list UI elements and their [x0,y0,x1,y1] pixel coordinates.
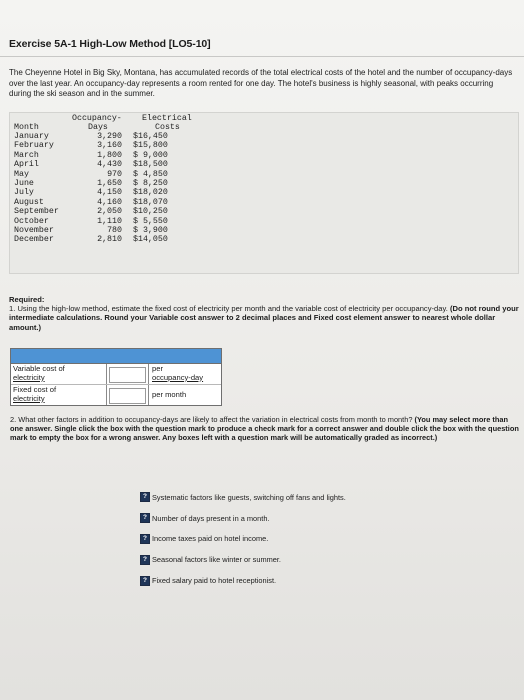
table-row [14,235,224,244]
option-label: Income taxes paid on hotel income. [152,534,269,544]
days-cell: 3,160 [97,141,122,151]
variable-cost-label-line2: electricity [13,372,45,382]
table-row [14,160,224,169]
variable-cost-input-cell [107,364,149,384]
days-cell: 970 [107,169,122,179]
question-mark-checkbox[interactable]: ? [140,534,150,544]
variable-cost-input[interactable] [109,367,146,383]
days-cell: 780 [107,225,122,235]
question-2-note: (You may select more than one answer. Single click the box with the question mark to produce a check mark for a correct answer and double click the box with the question mark to empty the box for a wrong answer. Any boxes left with a question mark will be automatically graded as incorrect.) [10,415,519,442]
header-days-line1: Occupancy- [72,114,122,123]
days-cell: 4,430 [97,160,122,170]
days-cell: 1,800 [97,150,122,160]
option-number-of-days [140,508,500,529]
month-cell: July [14,188,34,198]
question-mark-checkbox[interactable]: ? [140,576,150,586]
table-row [14,188,224,197]
fixed-cost-label-line1: Fixed cost of [13,385,57,394]
header-month: Month [14,123,39,133]
fixed-cost-input[interactable] [109,388,146,404]
table-row [14,207,224,216]
variable-cost-label-line1: Variable cost of [13,364,65,373]
fixed-cost-input-cell [107,385,149,405]
cost-cell: $18,070 [133,197,168,207]
option-systematic-factors [140,487,500,508]
days-cell: 4,150 [97,188,122,198]
fixed-cost-label-line2: electricity [13,393,45,403]
question-2-section [10,415,522,442]
cost-cell: $16,450 [133,132,168,141]
cost-cell: $14,050 [133,235,168,245]
table-row [14,217,224,226]
question-mark-checkbox[interactable]: ? [140,492,150,502]
month-cell: August [14,197,44,207]
option-label: Seasonal factors like winter or summer. [152,555,281,565]
month-cell: May [14,169,29,179]
cost-cell: $ 3,900 [133,225,168,235]
option-seasonal-factors [140,549,500,570]
table-row [14,170,224,179]
month-cell: January [14,132,49,141]
cost-cell: $10,250 [133,207,168,217]
fixed-cost-unit: per month [152,390,187,399]
table-row [14,226,224,235]
question-mark-checkbox[interactable]: ? [140,555,150,565]
cost-cell: $ 4,850 [133,169,168,179]
month-cell: February [14,141,54,151]
answer-table [10,348,222,406]
required-label: Required: [9,295,45,304]
cost-cell: $ 8,250 [133,178,168,188]
month-cell: March [14,150,39,160]
variable-cost-unit [149,364,221,384]
question-1-note: (Do not round your intermediate calculations. Round your Variable cost answer to 2 decimal places and Fixed cost element answer to nearest whole dollar amount.) [9,304,519,332]
option-income-taxes [140,529,500,550]
option-label: Number of days present in a month. [152,513,270,523]
variable-cost-row [11,364,221,385]
month-cell: September [14,207,59,217]
required-section [9,295,521,332]
answer-table-header [11,349,221,364]
days-cell: 2,810 [97,235,122,245]
month-cell: December [14,235,54,245]
cost-cell: $18,020 [133,188,168,198]
days-cell: 1,110 [97,216,122,226]
exercise-intro: The Cheyenne Hotel in Big Sky, Montana, has accumulated records of the total electrical costs of the hotel and the number of occupancy-days over the last year. An occupancy-day represents a room rented for one day. The hotel's business is highly seasonal, with peaks occurring during the ski season and in the summer. [9,68,513,98]
question-2-options [140,487,500,591]
option-label: Systematic factors like guests, switching off fans and lights. [152,492,346,502]
month-cell: November [14,225,54,235]
month-cell: April [14,160,39,170]
cost-cell: $15,800 [133,141,168,151]
table-row [14,198,224,207]
cost-cell: $18,500 [133,160,168,170]
cost-cell: $ 9,000 [133,150,168,160]
data-table-rows [14,132,224,245]
question-2-text: 2. What other factors in addition to occupancy-days are likely to affect the variation in electrical costs from month to month? [10,415,413,424]
table-row [14,132,224,141]
header-cost-line1: Electrical [142,114,192,123]
question-1-text: 1. Using the high-low method, estimate the fixed cost of electricity per month and the variable cost of electricity per occupancy-day. [9,304,448,314]
days-cell: 1,650 [97,178,122,188]
table-row [14,151,224,160]
days-cell: 3,290 [97,132,122,141]
option-label: Fixed salary paid to hotel receptionist. [152,576,277,586]
cost-cell: $ 5,550 [133,216,168,226]
option-fixed-salary [140,570,500,591]
fixed-cost-row [11,385,221,405]
variable-cost-label [11,364,107,384]
variable-unit-line1: per [152,364,163,373]
header-days-line2: Days [88,123,108,133]
month-cell: June [14,178,34,188]
days-cell: 4,160 [97,197,122,207]
exercise-title: Exercise 5A-1 High-Low Method [LO5-10] [9,38,211,50]
table-row [14,179,224,188]
title-divider [0,56,524,57]
fixed-cost-label [11,385,107,405]
variable-unit-line2: occupancy-day [152,372,204,382]
question-mark-checkbox[interactable]: ? [140,513,150,523]
header-cost-line2: Costs [155,123,180,133]
month-cell: October [14,216,49,226]
days-cell: 2,050 [97,207,122,217]
table-row [14,141,224,150]
